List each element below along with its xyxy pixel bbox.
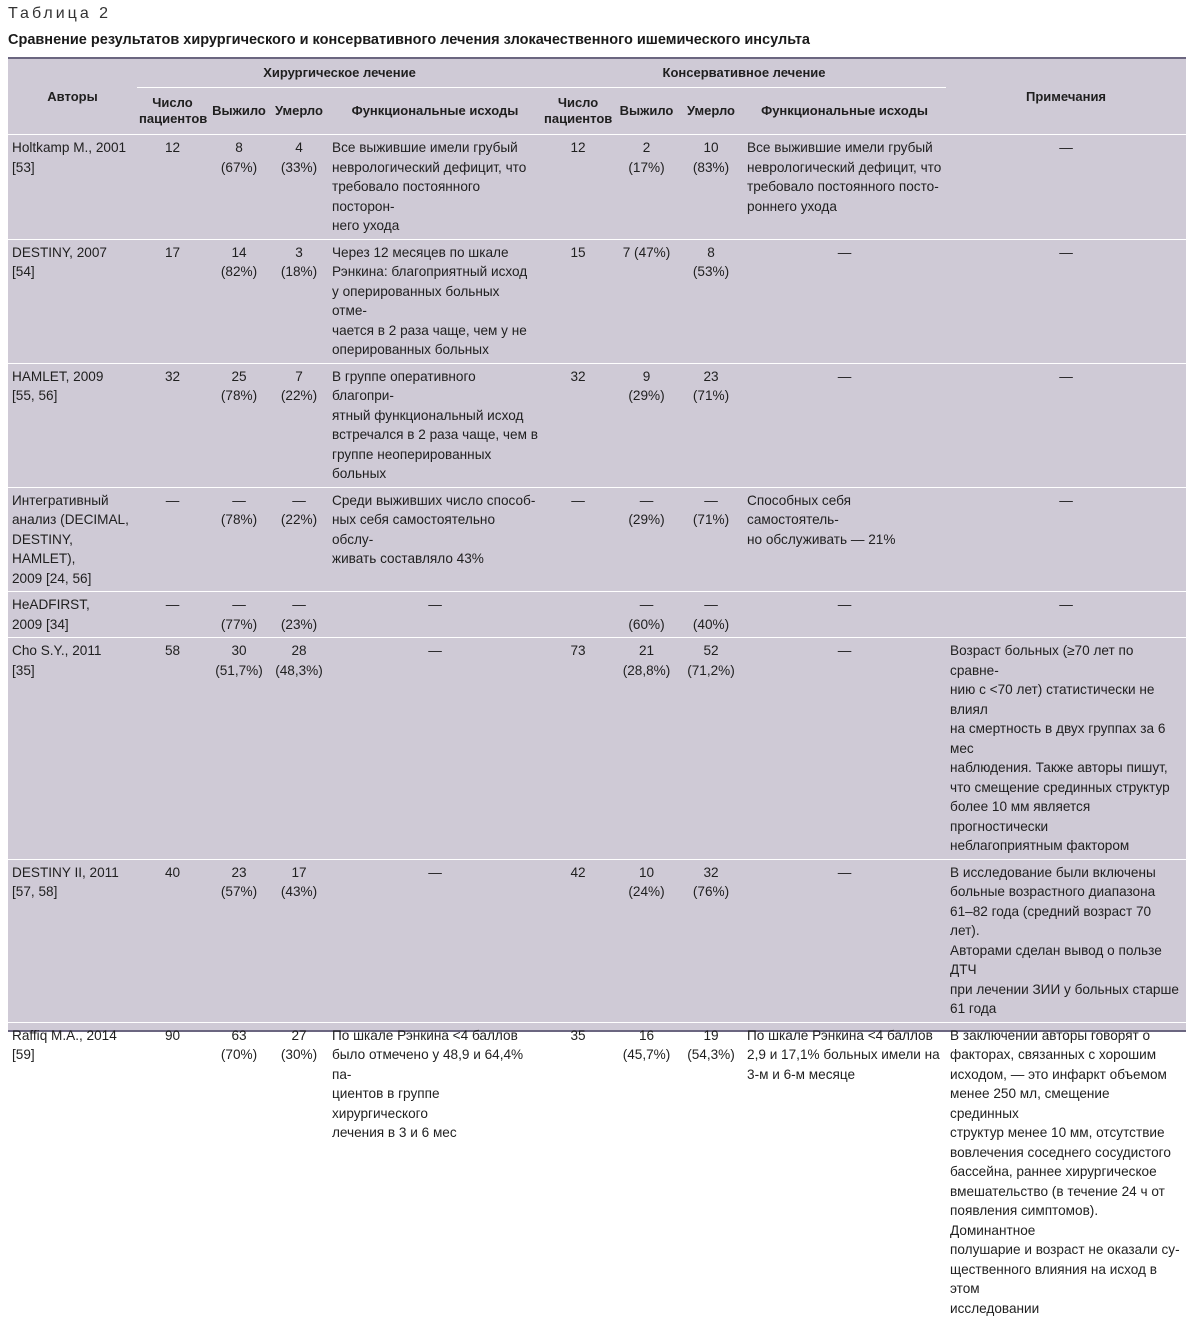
table-row [8, 859, 1186, 1022]
data-table [8, 59, 1186, 1321]
surgical-survived-cell: 63 (70%) [208, 1022, 270, 1321]
conservative-died-cell: 10 (83%) [679, 135, 743, 240]
conservative-survived-cell: — (60%) [614, 592, 679, 638]
conservative-patients-cell [542, 592, 614, 638]
surgical-patients-cell: — [137, 592, 208, 638]
conservative-survived-cell: 2 (17%) [614, 135, 679, 240]
surgical-functional-cell: Среди выживших число способ- ных себя самостоятельно обслу- живать составляло 43% [328, 487, 542, 592]
conservative-functional-cell: — [743, 859, 946, 1022]
author-cell: Cho S.Y., 2011 [35] [8, 638, 137, 860]
header-s-died: Умерло [270, 88, 328, 135]
surgical-died-cell: 28 (48,3%) [270, 638, 328, 860]
conservative-survived-cell: — (29%) [614, 487, 679, 592]
surgical-died-cell: 3 (18%) [270, 239, 328, 363]
conservative-functional-cell: — [743, 592, 946, 638]
conservative-survived-cell: 10 (24%) [614, 859, 679, 1022]
header-surgical: Хирургическое лечение [137, 59, 542, 88]
surgical-patients-cell: 90 [137, 1022, 208, 1321]
surgical-functional-cell: — [328, 638, 542, 860]
table-title: Сравнение результатов хирургического и консервативного лечения злокачественного ишемического инсульта [8, 32, 810, 48]
surgical-functional-cell: В группе оперативного благопри- ятный функциональный исход встречался в 2 раза чаще, чем в группе неоперированных больных [328, 363, 542, 487]
surgical-died-cell: 27 (30%) [270, 1022, 328, 1321]
table-row [8, 592, 1186, 638]
surgical-died-cell: 4 (33%) [270, 135, 328, 240]
conservative-survived-cell: 16 (45,7%) [614, 1022, 679, 1321]
header-s-functional: Функциональные исходы [328, 88, 542, 135]
conservative-patients-cell: 12 [542, 135, 614, 240]
conservative-patients-cell: 15 [542, 239, 614, 363]
table-row [8, 363, 1186, 487]
surgical-died-cell: 17 (43%) [270, 859, 328, 1022]
header-c-died: Умерло [679, 88, 743, 135]
surgical-functional-cell: Через 12 месяцев по шкале Рэнкина: благоприятный исход у оперированных больных отме- чается в 2 раза чаще, чем у не оперированных больных [328, 239, 542, 363]
conservative-died-cell: — (71%) [679, 487, 743, 592]
table-row [8, 1022, 1186, 1321]
surgical-patients-cell: — [137, 487, 208, 592]
surgical-functional-cell: По шкале Рэнкина <4 баллов было отмечено у 48,9 и 64,4% па- циентов в группе хирургического лечения в 3 и 6 мес [328, 1022, 542, 1321]
table-row [8, 487, 1186, 592]
surgical-patients-cell: 58 [137, 638, 208, 860]
author-cell: DESTINY, 2007 [54] [8, 239, 137, 363]
surgical-survived-cell: 30 (51,7%) [208, 638, 270, 860]
notes-cell: В исследование были включены больные возрастного диапазона 61–82 года (средний возраст 70 лет). Авторами сделан вывод о пользе ДТЧ при лечении ЗИИ у больных старше 61 года [946, 859, 1186, 1022]
conservative-patients-cell: 32 [542, 363, 614, 487]
surgical-survived-cell: — (77%) [208, 592, 270, 638]
header-notes: Примечания [946, 59, 1186, 135]
header-s-survived: Выжило [208, 88, 270, 135]
surgical-functional-cell: — [328, 859, 542, 1022]
surgical-died-cell: — (22%) [270, 487, 328, 592]
conservative-died-cell: 23 (71%) [679, 363, 743, 487]
notes-cell: — [946, 363, 1186, 487]
header-conservative: Консервативное лечение [542, 59, 946, 88]
table-body [8, 135, 1186, 1321]
surgical-died-cell: 7 (22%) [270, 363, 328, 487]
surgical-survived-cell: 8 (67%) [208, 135, 270, 240]
surgical-functional-cell: — [328, 592, 542, 638]
conservative-functional-cell: — [743, 239, 946, 363]
table-label: Таблица 2 [8, 5, 111, 23]
comparison-table [8, 57, 1186, 1032]
conservative-survived-cell: 21 (28,8%) [614, 638, 679, 860]
surgical-survived-cell: — (78%) [208, 487, 270, 592]
surgical-patients-cell: 17 [137, 239, 208, 363]
surgical-patients-cell: 40 [137, 859, 208, 1022]
conservative-patients-cell: 35 [542, 1022, 614, 1321]
header-authors: Авторы [8, 59, 137, 135]
notes-cell: — [946, 592, 1186, 638]
author-cell: DESTINY II, 2011 [57, 58] [8, 859, 137, 1022]
header-c-patients: Число пациентов [542, 88, 614, 135]
author-cell: HeADFIRST, 2009 [34] [8, 592, 137, 638]
conservative-functional-cell: Все выжившие имели грубый неврологический дефицит, что требовало постоянного посто- роннего ухода [743, 135, 946, 240]
conservative-patients-cell: 42 [542, 859, 614, 1022]
surgical-survived-cell: 25 (78%) [208, 363, 270, 487]
surgical-patients-cell: 12 [137, 135, 208, 240]
conservative-died-cell: 19 (54,3%) [679, 1022, 743, 1321]
conservative-functional-cell: — [743, 363, 946, 487]
conservative-died-cell: 32 (76%) [679, 859, 743, 1022]
header-c-survived: Выжило [614, 88, 679, 135]
conservative-died-cell: — (40%) [679, 592, 743, 638]
header-c-functional: Функциональные исходы [743, 88, 946, 135]
surgical-survived-cell: 14 (82%) [208, 239, 270, 363]
conservative-died-cell: 52 (71,2%) [679, 638, 743, 860]
conservative-patients-cell: — [542, 487, 614, 592]
conservative-functional-cell: Способных себя самостоятель- но обслуживать — 21% [743, 487, 946, 592]
conservative-survived-cell: 7 (47%) [614, 239, 679, 363]
conservative-died-cell: 8 (53%) [679, 239, 743, 363]
notes-cell: — [946, 487, 1186, 592]
surgical-functional-cell: Все выжившие имели грубый неврологический дефицит, что требовало постоянного посторон- него ухода [328, 135, 542, 240]
header-s-patients: Число пациентов [137, 88, 208, 135]
surgical-died-cell: — (23%) [270, 592, 328, 638]
table-row [8, 239, 1186, 363]
notes-cell: Возраст больных (≥70 лет по сравне- нию с <70 лет) статистически не влиял на смертность в двух группах за 6 мес наблюдения. Также авторы пишут, что смещение срединных структур более 10 мм является прогностически неблагоприятным фактором [946, 638, 1186, 860]
surgical-survived-cell: 23 (57%) [208, 859, 270, 1022]
conservative-functional-cell: По шкале Рэнкина <4 баллов 2,9 и 17,1% больных имели на 3-м и 6-м месяце [743, 1022, 946, 1321]
table-row [8, 638, 1186, 860]
conservative-patients-cell: 73 [542, 638, 614, 860]
conservative-survived-cell: 9 (29%) [614, 363, 679, 487]
conservative-functional-cell: — [743, 638, 946, 860]
surgical-patients-cell: 32 [137, 363, 208, 487]
author-cell: HAMLET, 2009 [55, 56] [8, 363, 137, 487]
notes-cell: — [946, 239, 1186, 363]
author-cell: Интегративный анализ (DECIMAL, DESTINY, HAMLET), 2009 [24, 56] [8, 487, 137, 592]
notes-cell: В заключении авторы говорят о факторах, связанных с хорошим исходом, — это инфаркт объемом менее 250 мл, смещение срединных структур менее 10 мм, отсутствие вовлечения соседнего сосудистого бассейна, раннее хирургическое вмешательство (в течение 24 ч от появления симптомов). Доминантное полушарие и возраст не оказали су- щественного влияния на исход в этом исследовании [946, 1022, 1186, 1321]
table-row [8, 135, 1186, 240]
notes-cell: — [946, 135, 1186, 240]
author-cell: Raffiq M.A., 2014 [59] [8, 1022, 137, 1321]
author-cell: Holtkamp M., 2001 [53] [8, 135, 137, 240]
